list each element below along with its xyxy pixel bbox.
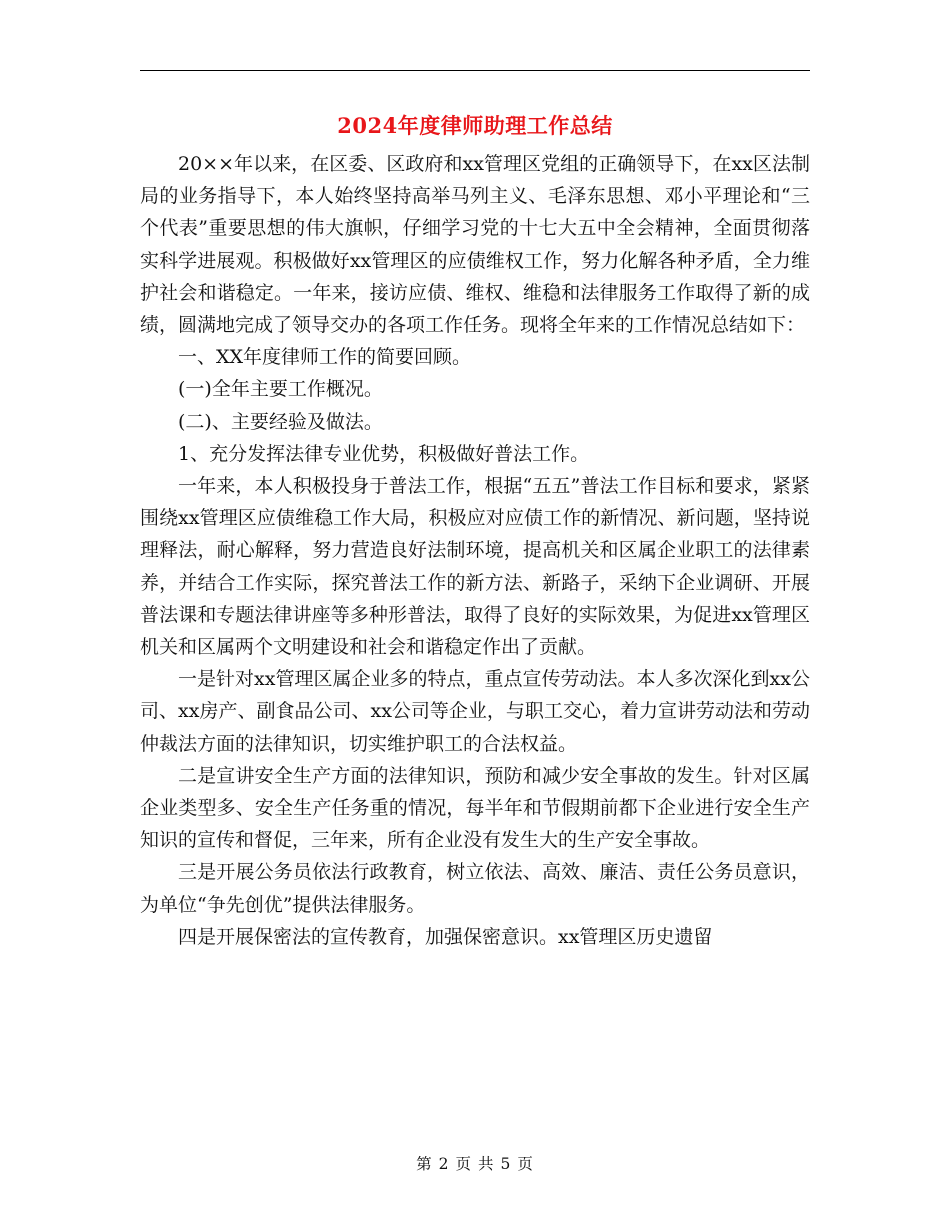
paragraph-subheading-1: (一)全年主要工作概况。 — [178, 378, 383, 401]
paragraph-item-2: 二是宣讲安全生产方面的法律知识，预防和减少安全事故的发生。针对区属企业类型多、安全生产任务重的情况，每半年和节假期前都下企业进行安全生产知识的宣传和督促，三年来，所有企业没有发生大的生产安全事故。 — [140, 764, 810, 852]
paragraph-item-3: 三是开展公务员依法行政教育，树立依法、高效、廉洁、责任公务员意识，为单位“争先创优”提供法律服务。 — [140, 861, 810, 916]
paragraph-item-4: 四是开展保密法的宣传教育，加强保密意识。xx管理区历史遗留 — [178, 925, 713, 948]
footer-current-page: 2 — [438, 1155, 450, 1173]
header-rule — [140, 70, 810, 71]
paragraph-body-1: 一年来，本人积极投身于普法工作，根据“五五”普法工作目标和要求，紧紧围绕xx管理区应债维稳工作大局，积极应对应债工作的新情况、新问题，坚持说理释法，耐心解释，努力营造良好法制环境，提高机关和区属企业职工的法律素养，并结合工作实际，探究普法工作的新方法、新路子，采纳下企业调研、开展普法课和专题法律讲座等多种形普法，取得了良好的实际效果，为促进xx管理区机关和区属两个文明建设和社会和谐稳定作出了贡献。 — [140, 475, 810, 659]
footer-prefix: 第 — [416, 1155, 433, 1173]
footer-total-pages: 5 — [500, 1155, 512, 1173]
paragraph-point-1: 1、充分发挥法律专业优势，积极做好普法工作。 — [178, 442, 590, 465]
footer-suffix: 页 — [517, 1155, 534, 1173]
document-body — [140, 148, 810, 953]
paragraph-item-1: 一是针对xx管理区属企业多的特点，重点宣传劳动法。本人多次深化到xx公司、xx房产、副食品公司、xx公司等企业，与职工交心，着力宣讲劳动法和劳动仲裁法方面的法律知识，切实维护职工的合法权益。 — [140, 668, 810, 755]
paragraph-section-heading: 一、XX年度律师工作的简要回顾。 — [178, 346, 472, 369]
document-title: 2024年度律师助理工作总结 — [337, 113, 613, 138]
paragraph-subheading-2: (二)、主要经验及做法。 — [178, 410, 383, 433]
paragraph-intro: 20××年以来，在区委、区政府和xx管理区党组的正确领导下，在xx区法制局的业务指导下，本人始终坚持高举马列主义、毛泽东思想、邓小平理论和“三个代表”重要思想的伟大旗帜，仔细学习党的十七大五中全会精神，全面贯彻落实科学进展观。积极做好xx管理区的应债维权工作，努力化解各种矛盾，全力维护社会和谐稳定。一年来，接访应债、维权、维稳和法律服务工作取得了新的成绩，圆满地完成了领导交办的各项工作任务。现将全年来的工作情况总结如下： — [140, 153, 810, 337]
footer-middle: 页 共 — [455, 1155, 495, 1173]
page-footer — [140, 1152, 810, 1176]
